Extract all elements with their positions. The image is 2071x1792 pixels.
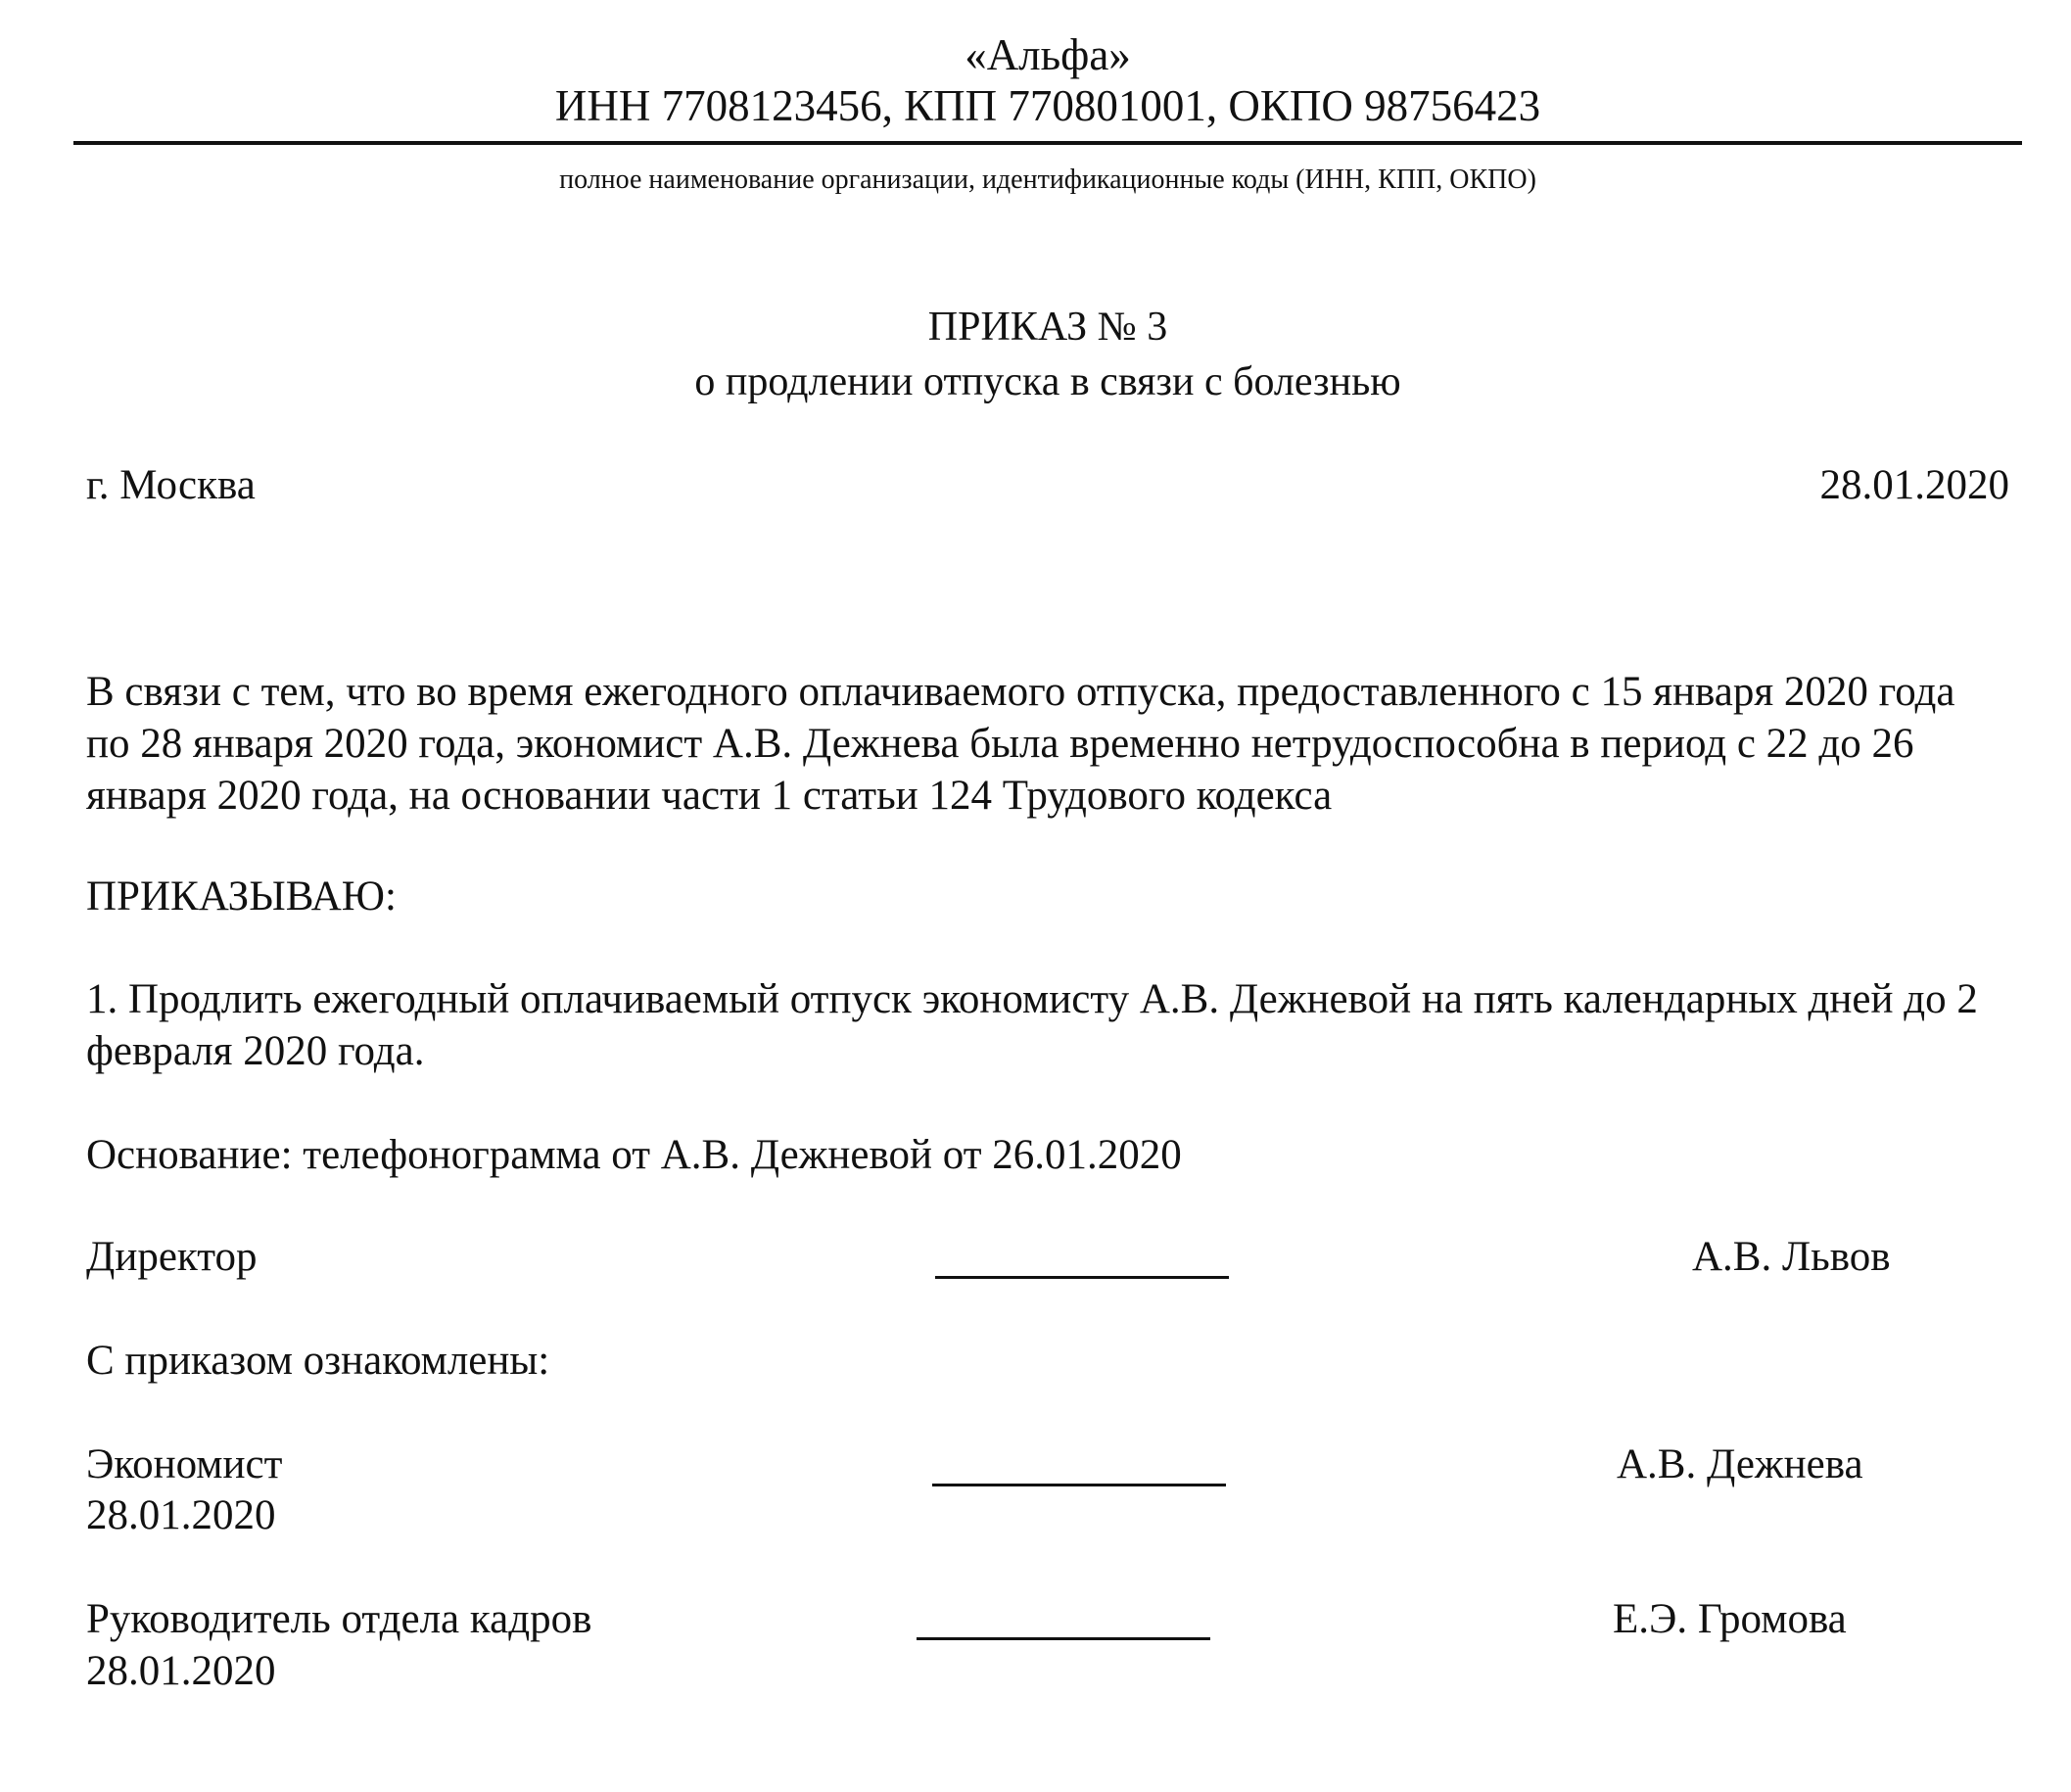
hr-head-name: Е.Э. Громова [1613, 1596, 1847, 1642]
economist-position: Экономист [86, 1441, 283, 1487]
order-date: 28.01.2020 [1819, 462, 2009, 508]
economist-name: А.В. Дежнева [1617, 1441, 1863, 1487]
order-basis: Основание: телефонограмма от А.В. Дежневой от 26.01.2020 [86, 1132, 1182, 1178]
preamble-paragraph: В связи с тем, что во время ежегодного оплачиваемого отпуска, предоставленного с 15 января 2020 года по 28 января 2020 года, экономист А.В. Дежнева была временно нетрудоспособна в период с 22 до 26 января 2020 года, на основании части 1 статьи 124 Трудового кодекса [86, 669, 1955, 819]
header-divider [73, 141, 2022, 145]
order-word: ПРИКАЗЫВАЮ: [86, 873, 397, 920]
organization-name: «Альфа» [965, 30, 1131, 79]
order-subtitle: о продлении отпуска в связи с болезнью [694, 359, 1401, 404]
economist-signature-line [932, 1484, 1226, 1486]
order-title: ПРИКАЗ № 3 [927, 305, 1168, 350]
director-signature-line [935, 1276, 1229, 1279]
director-position: Директор [86, 1234, 258, 1280]
economist-sign-date: 28.01.2020 [86, 1492, 276, 1538]
hr-head-position: Руководитель отдела кадров [86, 1596, 592, 1642]
director-name: А.В. Львов [1692, 1234, 1891, 1280]
hr-head-sign-date: 28.01.2020 [86, 1648, 276, 1694]
city: г. Москва [86, 462, 256, 508]
hr-head-signature-line [917, 1637, 1210, 1640]
header-caption: полное наименование организации, идентификационные коды (ИНН, КПП, ОКПО) [559, 165, 1536, 195]
order-item-1: 1. Продлить ежегодный оплачиваемый отпуск экономисту А.В. Дежневой на пять календарных дней до 2 февраля 2020 года. [86, 976, 1978, 1074]
organization-codes: ИНН 7708123456, КПП 770801001, ОКПО 98756423 [554, 81, 1541, 130]
acknowledged-label: С приказом ознакомлены: [86, 1338, 550, 1384]
